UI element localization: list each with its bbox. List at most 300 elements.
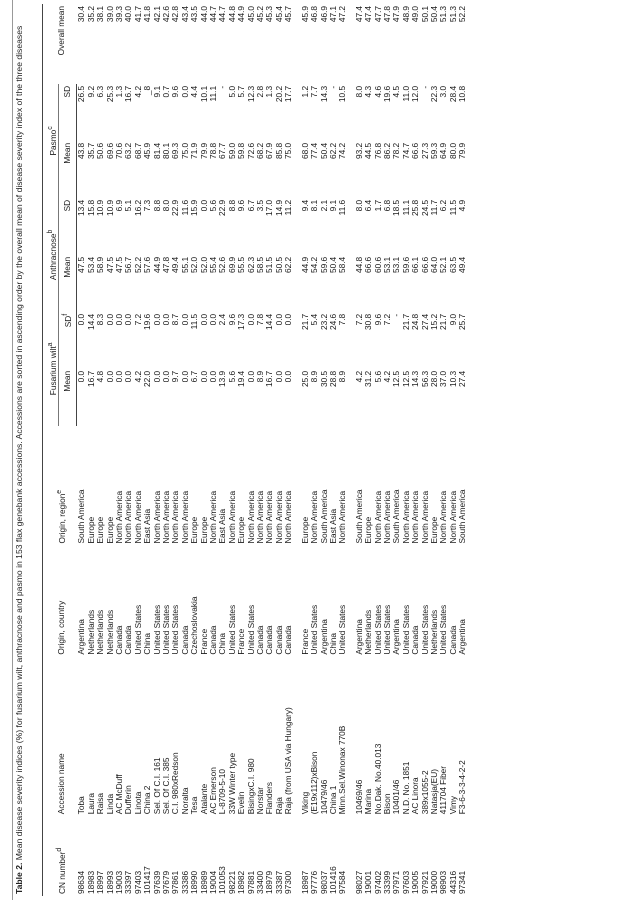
fusarium-mean: 30.5 [318, 370, 329, 387]
origin-country: United States [438, 604, 449, 655]
origin-country: France [299, 628, 310, 655]
origin-region: North America [400, 490, 411, 544]
group-spacer [294, 4, 301, 896]
cn-number: 101417 [142, 866, 153, 894]
pasmo-mean: 81.4 [151, 142, 162, 160]
pasmo-sd: 0.7 [161, 85, 171, 98]
origin-country: Canada [255, 625, 266, 655]
table-caption [14, 14, 25, 894]
anthracnose-sd: 9.6 [236, 199, 247, 212]
origin-country: Netherlands [428, 609, 439, 655]
pasmo-mean: 86.2 [381, 142, 392, 160]
fusarium-mean: 4.2 [132, 370, 143, 383]
overall-mean: 38.1 [95, 6, 106, 23]
overall-mean: 47.1 [327, 6, 338, 23]
origin-region: North America [226, 490, 237, 544]
origin-region: North America [151, 490, 162, 544]
fusarium-sd: 0.0 [208, 313, 219, 326]
pasmo-sd: - [327, 85, 338, 89]
accession-name: Viking [299, 791, 310, 815]
pasmo-mean: 70.6 [113, 142, 124, 160]
origin-region: South America [75, 489, 86, 544]
anthracnose-mean: 58.9 [95, 256, 106, 274]
origin-region: North America [264, 490, 275, 544]
pasmo-mean: 74.7 [400, 142, 411, 160]
anthracnose-sd: 15.9 [189, 199, 200, 217]
overall-mean: 47.4 [353, 6, 364, 23]
fusarium-mean: 16.7 [264, 370, 275, 387]
accession-name: L-8709-5-10 [217, 769, 228, 815]
anthracnose-sd: 17.0 [264, 199, 275, 217]
accession-name: Atalante [198, 783, 209, 815]
anthracnose-mean: 47.5 [76, 256, 87, 274]
overall-mean: 43.5 [189, 6, 200, 23]
fusarium-sd: - [391, 313, 402, 317]
fusarium-sd: 9.6 [226, 313, 237, 326]
fusarium-sd: 27.4 [419, 313, 430, 330]
accession-name: 10479/46 [318, 779, 329, 815]
overall-mean: 45.7 [283, 6, 294, 23]
anthracnose-sd: 11.2 [283, 199, 294, 216]
pasmo-mean: 63.2 [123, 142, 134, 160]
anthracnose-sd: 25.8 [410, 199, 421, 217]
overall-mean: 42.8 [170, 6, 181, 23]
anthracnose-sd: 24.5 [419, 199, 430, 217]
anthracnose-mean: 57.6 [142, 256, 153, 274]
anthracnose-sd: 22.9 [170, 199, 181, 217]
fusarium-sd: 0.0 [283, 313, 294, 326]
anthracnose-mean: 62.3 [245, 256, 256, 274]
origin-country: Netherlands [85, 609, 96, 655]
anthracnose-sd: 11.7 [428, 199, 439, 216]
fusarium-mean: 25.0 [299, 370, 310, 387]
pasmo-sd: 10.8 [457, 85, 468, 103]
cn-number: 97639 [151, 870, 162, 894]
table-row [115, 4, 124, 896]
anthracnose-mean: 55.4 [208, 256, 219, 274]
pasmo-sd: 6.3 [95, 85, 106, 98]
fusarium-mean: 13.9 [217, 370, 228, 387]
fusarium-sd: 7.2 [353, 313, 364, 326]
accession-name: Noralta [179, 787, 190, 815]
pasmo-sd: - [217, 85, 228, 89]
origin-country: United States [151, 604, 162, 655]
pasmo-sd: 12.3 [245, 85, 256, 103]
accession-name: China 1 [327, 785, 338, 815]
overall-mean: 44.7 [208, 6, 219, 23]
cn-number: 33397 [123, 870, 134, 894]
anthracnose-mean: 66.1 [410, 256, 421, 274]
table-row [430, 4, 439, 896]
fusarium-sd: 30.8 [363, 313, 374, 330]
pasmo-sd: 9.2 [85, 85, 96, 98]
anthracnose-sd: 16.2 [132, 199, 143, 217]
origin-region: Europe [95, 516, 106, 544]
cn-number: 97603 [400, 870, 411, 894]
origin-region: South America [457, 489, 468, 544]
fusarium-sd: 25.7 [457, 313, 468, 330]
overall-mean: 44.9 [236, 6, 247, 23]
fusarium-sd: 14.4 [264, 313, 275, 330]
origin-country: Czechoslovakia [189, 596, 200, 655]
pasmo-sd: 9.1 [151, 85, 162, 98]
overall-mean: 47.9 [391, 6, 402, 23]
table-row [247, 4, 256, 896]
pasmo-mean: 79.9 [457, 142, 468, 160]
anthracnose-mean: 44.8 [353, 256, 364, 274]
table-row [383, 4, 392, 896]
fusarium-mean: 22.0 [142, 370, 153, 387]
anthracnose-sd: 6.8 [381, 199, 392, 212]
pasmo-sd: 10.5 [337, 85, 348, 103]
anthracnose-mean: 52.6 [217, 256, 228, 274]
cn-number: 19000 [428, 870, 439, 894]
anthracnose-sd: 2.1 [318, 199, 329, 212]
header-pasmo: Pasmo$^c$ [43, 84, 59, 198]
fusarium-sd: 0.0 [151, 313, 162, 326]
cn-number: 97921 [419, 870, 430, 894]
origin-country: United States [309, 604, 320, 655]
origin-region: North America [273, 490, 284, 544]
anthracnose-sd: 1.7 [372, 199, 383, 212]
origin-region: East Asia [217, 508, 228, 544]
fusarium-mean: 31.2 [363, 370, 374, 387]
origin-country: China [327, 632, 338, 655]
origin-country: United States [372, 604, 383, 655]
table-row [265, 4, 274, 896]
anthracnose-mean: 66.6 [363, 256, 374, 274]
fusarium-mean: 27.4 [457, 370, 468, 387]
cn-number: 97402 [372, 870, 383, 894]
fusarium-sd: 21.7 [299, 313, 310, 330]
pasmo-mean: 67.7 [217, 142, 228, 160]
pasmo-mean: 85.8 [273, 142, 284, 160]
overall-mean: 44.8 [226, 6, 237, 23]
origin-region: North America [255, 490, 266, 544]
accession-name: Toba [75, 796, 86, 815]
fusarium-sd: 8.7 [170, 313, 181, 326]
origin-country: Canada [264, 625, 275, 655]
fusarium-mean: 4.2 [353, 370, 364, 383]
anthracnose-mean: 47.8 [161, 256, 171, 274]
fusarium-sd: 0.0 [273, 313, 284, 326]
overall-mean: 45.4 [273, 6, 284, 23]
origin-country: Canada [123, 625, 134, 655]
anthracnose-mean: 66.6 [419, 256, 430, 274]
table-row [181, 4, 190, 896]
cn-number: 98634 [75, 870, 86, 894]
pasmo-sd: 0.0 [179, 85, 190, 98]
anthracnose-sd: 13.4 [76, 199, 87, 217]
pasmo-mean: 50.6 [95, 142, 106, 160]
origin-country: Canada [179, 625, 190, 655]
origin-region: North America [123, 490, 134, 544]
fusarium-mean: 0.0 [151, 370, 162, 383]
fusarium-sd: 0.0 [104, 313, 115, 326]
origin-region: Europe [236, 516, 247, 544]
accession-name: AC Emerson [208, 767, 219, 815]
origin-country: Argentina [391, 619, 402, 655]
pasmo-mean: 59.0 [226, 142, 237, 160]
anthracnose-mean: 64.0 [428, 256, 439, 274]
pasmo-sd: 26.5 [76, 85, 87, 103]
cn-number: 97861 [170, 870, 181, 894]
origin-country: France [198, 628, 209, 655]
fusarium-sd: 7.8 [255, 313, 266, 326]
overall-mean: 39.3 [113, 6, 124, 23]
fusarium-sd: 0.0 [245, 313, 256, 326]
origin-country: Canada [410, 625, 421, 655]
origin-country: Canada [283, 625, 294, 655]
overall-mean: 42.6 [161, 6, 171, 23]
fusarium-sd: 5.4 [309, 313, 320, 326]
origin-region: North America [372, 490, 383, 544]
cn-number: 98037 [318, 870, 329, 894]
accession-name: Raja [273, 797, 284, 815]
fusarium-sd: 21.7 [438, 313, 449, 330]
origin-region: Europe [299, 516, 310, 544]
origin-region: North America [337, 490, 348, 544]
overall-mean: 50.1 [419, 6, 430, 23]
origin-region: North America [419, 490, 430, 544]
overall-mean: 45.2 [255, 6, 266, 23]
fusarium-mean: 28.8 [327, 370, 338, 387]
anthracnose-mean: 55.5 [236, 256, 247, 274]
fusarium-mean: 12.5 [400, 370, 411, 387]
overall-mean: 41.8 [142, 6, 153, 23]
origin-region: Europe [189, 516, 200, 544]
origin-country: Canada [447, 625, 458, 655]
pasmo-sd: 5.0 [226, 85, 237, 98]
origin-country: Netherlands [95, 609, 106, 655]
accession-name: Sel. Of C.I. 385 [161, 757, 171, 815]
anthracnose-mean: 59.6 [318, 256, 329, 274]
cn-number: 101416 [327, 866, 338, 894]
overall-mean: 40.0 [123, 6, 134, 23]
cn-number: 18993 [104, 870, 115, 894]
origin-region: North America [132, 490, 143, 544]
header-anthracnose: Anthracnose$^b$ [43, 198, 59, 312]
origin-country: Netherlands [104, 609, 115, 655]
fusarium-mean: 0.0 [208, 370, 219, 383]
accession-name: Bison [381, 793, 392, 815]
overall-mean: 42.1 [151, 6, 162, 23]
table-row [338, 4, 347, 896]
origin-region: Europe [428, 516, 439, 544]
origin-country: China [217, 632, 228, 655]
anthracnose-mean: 56.7 [123, 256, 134, 274]
anthracnose-sd: 10.9 [95, 199, 106, 217]
origin-region: Europe [85, 516, 96, 544]
cn-number: 97776 [309, 870, 320, 894]
pasmo-sd: 4.3 [363, 85, 374, 98]
fusarium-sd: 23.2 [318, 313, 329, 330]
anthracnose-mean: 49.4 [457, 256, 468, 274]
origin-country: United States [419, 604, 430, 655]
cn-number: 97971 [391, 870, 402, 894]
anthracnose-mean: 52.1 [438, 256, 449, 274]
header-name: Accession name [43, 657, 77, 817]
origin-region: Europe [363, 516, 374, 544]
table-body [77, 4, 468, 896]
pasmo-mean: 68.7 [132, 142, 143, 160]
overall-mean: 48.9 [400, 6, 411, 23]
fusarium-mean: 0.0 [283, 370, 294, 383]
pasmo-sd: 4.5 [391, 85, 402, 98]
accession-name: Natasja(EU) [428, 769, 439, 815]
table-row [87, 4, 96, 896]
anthracnose-mean: 55.1 [179, 256, 190, 274]
cn-number: 33399 [381, 870, 392, 894]
origin-country: Argentina [457, 619, 468, 655]
header-fusarium-sd: $SD^f$ [59, 312, 77, 369]
origin-country: France [236, 628, 247, 655]
cn-number: 44316 [447, 870, 458, 894]
pasmo-sd: 28.4 [447, 85, 458, 103]
overall-mean: 47.2 [337, 6, 348, 23]
accession-name: AC Linora [410, 777, 421, 815]
accession-name: Flanders [264, 781, 275, 815]
accession-name: Linota [132, 791, 143, 815]
anthracnose-mean: 49.4 [170, 256, 181, 274]
anthracnose-sd: 10.9 [104, 199, 115, 217]
origin-country: China [142, 632, 153, 655]
cn-number: 97300 [283, 870, 294, 894]
cn-number: 18983 [85, 870, 96, 894]
anthracnose-sd: 9.4 [299, 199, 310, 212]
origin-region: North America [447, 490, 458, 544]
fusarium-sd: 24.6 [327, 313, 338, 330]
overall-mean: 44.7 [217, 6, 228, 23]
accession-name: C.I. 980xRedson [170, 752, 181, 815]
table-row [355, 4, 364, 896]
origin-region: South America [353, 489, 364, 544]
anthracnose-sd: 8.1 [309, 199, 320, 212]
table-row [96, 4, 105, 896]
pasmo-sd: 17.7 [283, 85, 294, 103]
group-spacer [348, 4, 355, 896]
cn-number: 19005 [410, 870, 421, 894]
anthracnose-sd: 6.4 [363, 199, 374, 212]
cn-number: 97679 [161, 870, 171, 894]
cn-number: 33386 [179, 870, 190, 894]
table-row [458, 4, 467, 896]
cn-number: 18982 [236, 870, 247, 894]
cn-number: 98903 [438, 870, 449, 894]
pasmo-sd: 4.4 [189, 85, 200, 98]
origin-country: United States [132, 604, 143, 655]
accession-name: BisingxC.I. 980 [245, 758, 256, 815]
accession-name: (E19x112)xBison [309, 751, 320, 815]
cn-number: 97341 [457, 870, 468, 894]
pasmo-sd: 11.1 [208, 85, 219, 102]
fusarium-mean: 19.4 [236, 370, 247, 387]
table-row [256, 4, 265, 896]
pasmo-mean: 75.0 [179, 142, 190, 160]
cn-number: 97881 [245, 870, 256, 894]
overall-mean: 45.3 [264, 6, 275, 23]
fusarium-mean: 37.0 [438, 370, 449, 387]
fusarium-sd: 19.6 [142, 313, 153, 330]
pasmo-mean: 35.7 [85, 142, 96, 160]
cn-number: 33400 [255, 870, 266, 894]
origin-country: Canada [113, 625, 124, 655]
overall-mean: 30.4 [75, 6, 86, 23]
fusarium-sd: 14.4 [85, 313, 96, 330]
overall-mean: 50.4 [428, 6, 439, 23]
pasmo-sd: 2.8 [255, 85, 266, 98]
header-country: Origin, country [43, 546, 77, 657]
table-caption-text: Mean disease severity indices (%) for fusarium wilt, anthracnose and pasmo in 153 flax genebank accessions. Accessions are sorted in ascending order by the overall mean of disease severity index of the three diseases [14, 25, 24, 861]
fusarium-mean: 4.2 [381, 370, 392, 383]
accession-name: 389x1055-2 [419, 770, 430, 815]
origin-region: North America [208, 490, 219, 544]
accession-name: 411704 Fiber [438, 765, 449, 815]
pasmo-mean: 75.0 [283, 142, 294, 160]
pasmo-sd: 25.3 [104, 85, 115, 103]
accession-name: N.D. No. 1851 [400, 761, 411, 815]
accession-name: Marina [363, 788, 374, 815]
anthracnose-sd: 8.0 [353, 199, 364, 212]
anthracnose-sd: 0.0 [198, 199, 209, 212]
fusarium-mean: 0.0 [179, 370, 190, 383]
anthracnose-sd: 8.8 [226, 199, 237, 212]
pasmo-mean: 67.9 [264, 142, 275, 160]
origin-region: Europe [104, 516, 115, 544]
anthracnose-mean: 52.0 [189, 256, 200, 274]
header-group-row [43, 4, 59, 896]
pasmo-sd: 9.6 [170, 85, 181, 98]
anthracnose-sd: 6.2 [438, 199, 449, 212]
fusarium-sd: 0.0 [179, 313, 190, 326]
anthracnose-sd: 5.1 [123, 199, 134, 212]
origin-region: Europe [198, 516, 209, 544]
fusarium-mean: 16.7 [85, 370, 96, 387]
anthracnose-mean: 51.5 [264, 256, 275, 274]
fusarium-sd: 9.0 [447, 313, 458, 326]
overall-mean: 43.4 [179, 6, 190, 23]
overall-mean: 51.3 [447, 6, 458, 23]
fusarium-mean: 56.3 [419, 370, 430, 387]
pasmo-mean: 62.2 [327, 142, 338, 160]
table-row [209, 4, 218, 896]
overall-mean: 47.4 [363, 6, 374, 23]
fusarium-mean: 0.0 [104, 370, 115, 383]
accession-name: AC McDuff [113, 774, 124, 815]
pasmo-sd: 3.0 [438, 85, 449, 98]
fusarium-mean: 8.9 [255, 370, 266, 383]
pasmo-mean: 66.6 [410, 142, 421, 160]
fusarium-mean: 14.3 [410, 370, 421, 387]
pasmo-mean: 80.0 [447, 142, 458, 160]
fusarium-mean: 6.7 [189, 370, 200, 383]
overall-mean: 35.2 [85, 6, 96, 23]
pasmo-mean: 79.9 [198, 142, 209, 160]
anthracnose-mean: 63.5 [447, 256, 458, 274]
origin-country: Argentina [75, 619, 86, 655]
pasmo-sd: 12.0 [410, 85, 421, 103]
cn-number: 19001 [363, 870, 374, 894]
fusarium-sd: 9.6 [372, 313, 383, 326]
pasmo-sd: 1.3 [113, 85, 124, 98]
overall-mean: 52.2 [457, 6, 468, 23]
anthracnose-mean: 50.5 [273, 256, 284, 274]
header-pasmo-mean: Mean [59, 141, 77, 198]
origin-country: Argentina [353, 619, 364, 655]
anthracnose-sd: 18.5 [391, 199, 402, 217]
header-anthracnose-sd: SD [59, 198, 77, 255]
table-row [439, 4, 448, 896]
